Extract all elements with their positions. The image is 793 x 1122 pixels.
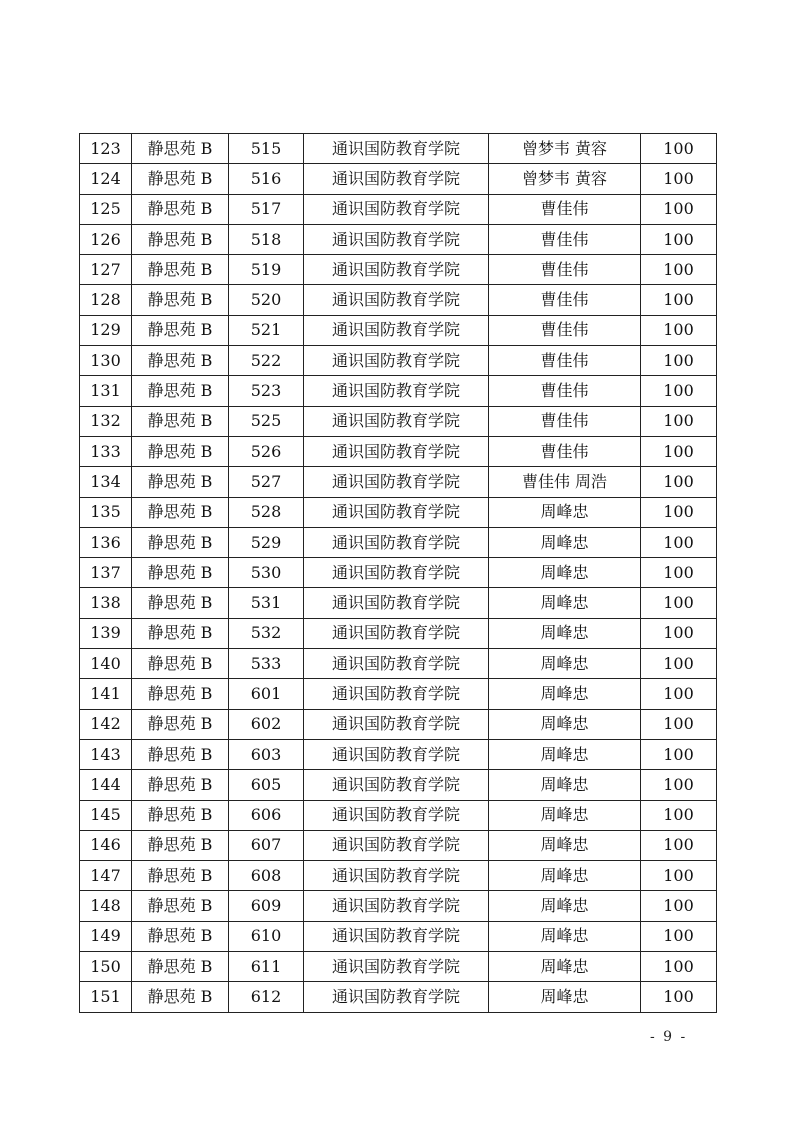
building-cell: 静思苑 B <box>132 285 229 315</box>
table-row <box>80 830 717 860</box>
college-cell: 通识国防教育学院 <box>304 315 489 345</box>
college-cell: 通识国防教育学院 <box>304 406 489 436</box>
row-number-cell: 145 <box>80 800 132 830</box>
responsible-person-cell: 周峰忠 <box>489 588 641 618</box>
row-number-cell: 141 <box>80 679 132 709</box>
room-number-cell: 527 <box>229 467 304 497</box>
room-number-cell: 533 <box>229 649 304 679</box>
row-number-cell: 140 <box>80 649 132 679</box>
row-number-cell: 148 <box>80 891 132 921</box>
college-cell: 通识国防教育学院 <box>304 164 489 194</box>
building-cell: 静思苑 B <box>132 164 229 194</box>
room-number-cell: 612 <box>229 982 304 1012</box>
score-cell: 100 <box>641 891 717 921</box>
responsible-person-cell: 曹佳伟 <box>489 406 641 436</box>
score-cell: 100 <box>641 315 717 345</box>
building-cell: 静思苑 B <box>132 800 229 830</box>
row-number-cell: 131 <box>80 376 132 406</box>
score-cell: 100 <box>641 436 717 466</box>
responsible-person-cell: 周峰忠 <box>489 709 641 739</box>
table-row <box>80 224 717 254</box>
table-body <box>80 134 717 1013</box>
responsible-person-cell: 周峰忠 <box>489 527 641 557</box>
building-cell: 静思苑 B <box>132 346 229 376</box>
responsible-person-cell: 周峰忠 <box>489 679 641 709</box>
room-number-cell: 515 <box>229 134 304 164</box>
page-number: - 9 - <box>650 1029 688 1045</box>
score-cell: 100 <box>641 739 717 769</box>
college-cell: 通识国防教育学院 <box>304 558 489 588</box>
score-cell: 100 <box>641 982 717 1012</box>
college-cell: 通识国防教育学院 <box>304 952 489 982</box>
responsible-person-cell: 周峰忠 <box>489 861 641 891</box>
score-cell: 100 <box>641 588 717 618</box>
room-number-cell: 603 <box>229 739 304 769</box>
room-number-cell: 611 <box>229 952 304 982</box>
room-number-cell: 609 <box>229 891 304 921</box>
responsible-person-cell: 周峰忠 <box>489 921 641 951</box>
college-cell: 通识国防教育学院 <box>304 679 489 709</box>
responsible-person-cell: 周峰忠 <box>489 649 641 679</box>
table-row <box>80 346 717 376</box>
score-cell: 100 <box>641 285 717 315</box>
responsible-person-cell: 曹佳伟 <box>489 346 641 376</box>
room-number-cell: 606 <box>229 800 304 830</box>
room-number-cell: 530 <box>229 558 304 588</box>
row-number-cell: 134 <box>80 467 132 497</box>
room-number-cell: 518 <box>229 224 304 254</box>
responsible-person-cell: 曾梦韦 黄容 <box>489 164 641 194</box>
table-row <box>80 739 717 769</box>
table-row <box>80 406 717 436</box>
table-row <box>80 558 717 588</box>
score-cell: 100 <box>641 558 717 588</box>
college-cell: 通识国防教育学院 <box>304 134 489 164</box>
building-cell: 静思苑 B <box>132 588 229 618</box>
room-number-cell: 608 <box>229 861 304 891</box>
building-cell: 静思苑 B <box>132 891 229 921</box>
building-cell: 静思苑 B <box>132 618 229 648</box>
responsible-person-cell: 曹佳伟 <box>489 224 641 254</box>
responsible-person-cell: 曹佳伟 <box>489 436 641 466</box>
building-cell: 静思苑 B <box>132 255 229 285</box>
college-cell: 通识国防教育学院 <box>304 861 489 891</box>
responsible-person-cell: 周峰忠 <box>489 952 641 982</box>
responsible-person-cell: 周峰忠 <box>489 830 641 860</box>
room-number-cell: 519 <box>229 255 304 285</box>
row-number-cell: 124 <box>80 164 132 194</box>
table-row <box>80 588 717 618</box>
building-cell: 静思苑 B <box>132 952 229 982</box>
row-number-cell: 150 <box>80 952 132 982</box>
room-number-cell: 522 <box>229 346 304 376</box>
college-cell: 通识国防教育学院 <box>304 891 489 921</box>
college-cell: 通识国防教育学院 <box>304 194 489 224</box>
building-cell: 静思苑 B <box>132 770 229 800</box>
table-row <box>80 952 717 982</box>
row-number-cell: 125 <box>80 194 132 224</box>
dormitory-score-table <box>79 133 717 1013</box>
building-cell: 静思苑 B <box>132 467 229 497</box>
score-cell: 100 <box>641 376 717 406</box>
score-cell: 100 <box>641 770 717 800</box>
table-row <box>80 255 717 285</box>
table-row <box>80 709 717 739</box>
dormitory-score-table-container <box>79 133 716 1013</box>
responsible-person-cell: 周峰忠 <box>489 618 641 648</box>
college-cell: 通识国防教育学院 <box>304 770 489 800</box>
room-number-cell: 607 <box>229 830 304 860</box>
building-cell: 静思苑 B <box>132 558 229 588</box>
college-cell: 通识国防教育学院 <box>304 830 489 860</box>
row-number-cell: 138 <box>80 588 132 618</box>
building-cell: 静思苑 B <box>132 739 229 769</box>
building-cell: 静思苑 B <box>132 709 229 739</box>
score-cell: 100 <box>641 224 717 254</box>
table-row <box>80 770 717 800</box>
responsible-person-cell: 曹佳伟 <box>489 315 641 345</box>
building-cell: 静思苑 B <box>132 224 229 254</box>
room-number-cell: 528 <box>229 497 304 527</box>
college-cell: 通识国防教育学院 <box>304 346 489 376</box>
table-row <box>80 649 717 679</box>
row-number-cell: 147 <box>80 861 132 891</box>
row-number-cell: 135 <box>80 497 132 527</box>
building-cell: 静思苑 B <box>132 830 229 860</box>
score-cell: 100 <box>641 194 717 224</box>
table-row <box>80 467 717 497</box>
college-cell: 通识国防教育学院 <box>304 376 489 406</box>
table-row <box>80 618 717 648</box>
college-cell: 通识国防教育学院 <box>304 800 489 830</box>
table-row <box>80 376 717 406</box>
room-number-cell: 521 <box>229 315 304 345</box>
row-number-cell: 132 <box>80 406 132 436</box>
table-row <box>80 800 717 830</box>
building-cell: 静思苑 B <box>132 649 229 679</box>
responsible-person-cell: 周峰忠 <box>489 770 641 800</box>
room-number-cell: 523 <box>229 376 304 406</box>
building-cell: 静思苑 B <box>132 921 229 951</box>
building-cell: 静思苑 B <box>132 436 229 466</box>
responsible-person-cell: 曹佳伟 <box>489 255 641 285</box>
row-number-cell: 127 <box>80 255 132 285</box>
building-cell: 静思苑 B <box>132 679 229 709</box>
score-cell: 100 <box>641 164 717 194</box>
row-number-cell: 136 <box>80 527 132 557</box>
college-cell: 通识国防教育学院 <box>304 982 489 1012</box>
score-cell: 100 <box>641 406 717 436</box>
building-cell: 静思苑 B <box>132 497 229 527</box>
row-number-cell: 151 <box>80 982 132 1012</box>
score-cell: 100 <box>641 952 717 982</box>
score-cell: 100 <box>641 709 717 739</box>
table-row <box>80 982 717 1012</box>
row-number-cell: 149 <box>80 921 132 951</box>
row-number-cell: 126 <box>80 224 132 254</box>
row-number-cell: 128 <box>80 285 132 315</box>
score-cell: 100 <box>641 800 717 830</box>
responsible-person-cell: 周峰忠 <box>489 739 641 769</box>
building-cell: 静思苑 B <box>132 194 229 224</box>
score-cell: 100 <box>641 861 717 891</box>
table-row <box>80 527 717 557</box>
score-cell: 100 <box>641 679 717 709</box>
room-number-cell: 520 <box>229 285 304 315</box>
room-number-cell: 526 <box>229 436 304 466</box>
room-number-cell: 602 <box>229 709 304 739</box>
row-number-cell: 137 <box>80 558 132 588</box>
row-number-cell: 143 <box>80 739 132 769</box>
row-number-cell: 146 <box>80 830 132 860</box>
room-number-cell: 531 <box>229 588 304 618</box>
room-number-cell: 525 <box>229 406 304 436</box>
room-number-cell: 529 <box>229 527 304 557</box>
room-number-cell: 517 <box>229 194 304 224</box>
score-cell: 100 <box>641 830 717 860</box>
table-row <box>80 315 717 345</box>
building-cell: 静思苑 B <box>132 982 229 1012</box>
responsible-person-cell: 曹佳伟 周浩 <box>489 467 641 497</box>
score-cell: 100 <box>641 921 717 951</box>
responsible-person-cell: 曹佳伟 <box>489 285 641 315</box>
building-cell: 静思苑 B <box>132 134 229 164</box>
college-cell: 通识国防教育学院 <box>304 467 489 497</box>
table-row <box>80 436 717 466</box>
college-cell: 通识国防教育学院 <box>304 224 489 254</box>
score-cell: 100 <box>641 346 717 376</box>
building-cell: 静思苑 B <box>132 406 229 436</box>
college-cell: 通识国防教育学院 <box>304 527 489 557</box>
room-number-cell: 532 <box>229 618 304 648</box>
building-cell: 静思苑 B <box>132 376 229 406</box>
responsible-person-cell: 周峰忠 <box>489 800 641 830</box>
score-cell: 100 <box>641 497 717 527</box>
score-cell: 100 <box>641 134 717 164</box>
row-number-cell: 139 <box>80 618 132 648</box>
college-cell: 通识国防教育学院 <box>304 618 489 648</box>
row-number-cell: 133 <box>80 436 132 466</box>
building-cell: 静思苑 B <box>132 527 229 557</box>
responsible-person-cell: 曹佳伟 <box>489 376 641 406</box>
room-number-cell: 601 <box>229 679 304 709</box>
table-row <box>80 891 717 921</box>
row-number-cell: 129 <box>80 315 132 345</box>
college-cell: 通识国防教育学院 <box>304 285 489 315</box>
responsible-person-cell: 曹佳伟 <box>489 194 641 224</box>
table-row <box>80 861 717 891</box>
table-row <box>80 285 717 315</box>
college-cell: 通识国防教育学院 <box>304 497 489 527</box>
college-cell: 通识国防教育学院 <box>304 709 489 739</box>
score-cell: 100 <box>641 527 717 557</box>
responsible-person-cell: 周峰忠 <box>489 497 641 527</box>
row-number-cell: 130 <box>80 346 132 376</box>
table-row <box>80 134 717 164</box>
college-cell: 通识国防教育学院 <box>304 921 489 951</box>
table-row <box>80 194 717 224</box>
college-cell: 通识国防教育学院 <box>304 255 489 285</box>
score-cell: 100 <box>641 255 717 285</box>
room-number-cell: 605 <box>229 770 304 800</box>
responsible-person-cell: 周峰忠 <box>489 982 641 1012</box>
building-cell: 静思苑 B <box>132 315 229 345</box>
responsible-person-cell: 周峰忠 <box>489 891 641 921</box>
table-row <box>80 921 717 951</box>
score-cell: 100 <box>641 467 717 497</box>
responsible-person-cell: 曾梦韦 黄容 <box>489 134 641 164</box>
score-cell: 100 <box>641 649 717 679</box>
college-cell: 通识国防教育学院 <box>304 649 489 679</box>
row-number-cell: 142 <box>80 709 132 739</box>
table-row <box>80 164 717 194</box>
score-cell: 100 <box>641 618 717 648</box>
row-number-cell: 123 <box>80 134 132 164</box>
table-row <box>80 679 717 709</box>
room-number-cell: 516 <box>229 164 304 194</box>
room-number-cell: 610 <box>229 921 304 951</box>
college-cell: 通识国防教育学院 <box>304 739 489 769</box>
college-cell: 通识国防教育学院 <box>304 588 489 618</box>
building-cell: 静思苑 B <box>132 861 229 891</box>
college-cell: 通识国防教育学院 <box>304 436 489 466</box>
row-number-cell: 144 <box>80 770 132 800</box>
responsible-person-cell: 周峰忠 <box>489 558 641 588</box>
table-row <box>80 497 717 527</box>
